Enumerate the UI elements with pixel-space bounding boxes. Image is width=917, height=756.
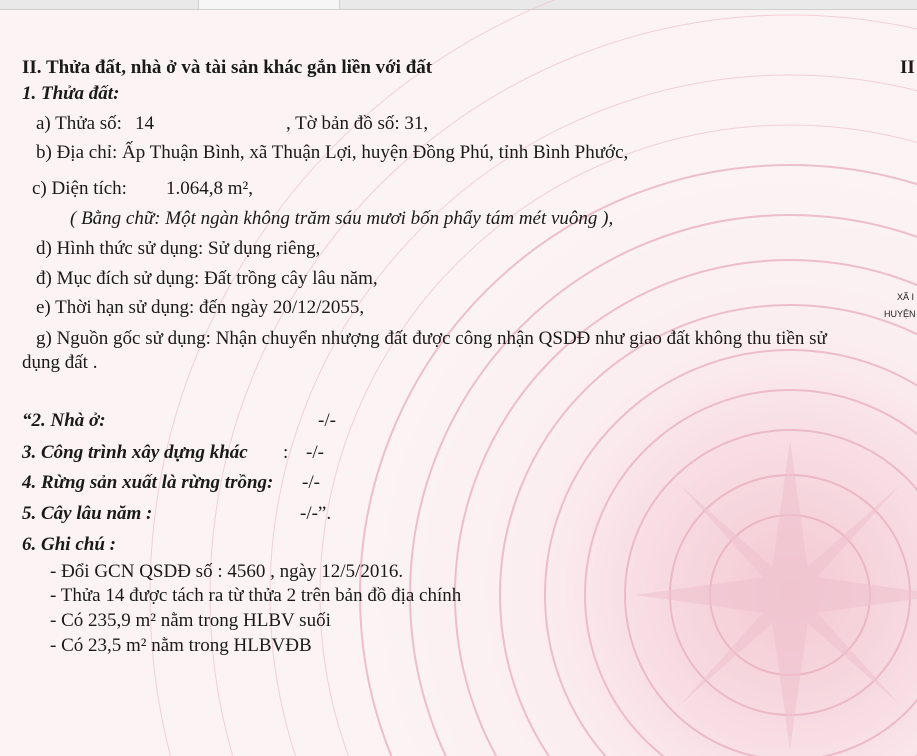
perennial-value: -/-”. xyxy=(300,503,332,524)
stamp-line-2: HUYỆN xyxy=(884,309,916,319)
house-label: “2. Nhà ở: xyxy=(22,410,106,431)
other-works-colon: : xyxy=(283,442,289,463)
section-title: II. Thửa đất, nhà ở và tài sản khác gắn liền với đất xyxy=(22,57,433,78)
origin-line-2: dụng đất . xyxy=(22,352,98,373)
usage-term: e) Thời hạn sử dụng: đến ngày 20/12/2055, xyxy=(36,297,365,318)
parcel-label: a) Thửa số: xyxy=(36,113,122,134)
house-value: -/- xyxy=(318,410,336,431)
note-item: - Có 235,9 m² nằm trong HLBV suối xyxy=(50,610,331,631)
notes-heading: 6. Ghi chú : xyxy=(22,534,116,555)
other-works-label: 3. Công trình xây dựng khác xyxy=(22,442,248,463)
parcel-number: 14 xyxy=(135,113,154,134)
land-heading: 1. Thửa đất: xyxy=(22,83,120,104)
usage-form: d) Hình thức sử dụng: Sử dụng riêng, xyxy=(36,238,321,259)
area-label: c) Diện tích: xyxy=(32,178,127,199)
map-sheet: , Tờ bản đồ số: 31, xyxy=(286,113,429,134)
note-item: - Có 23,5 m² nằm trong HLBVĐB xyxy=(50,635,312,656)
forest-value: -/- xyxy=(302,472,320,493)
section-edge-label: II xyxy=(900,57,915,78)
perennial-label: 5. Cây lâu năm : xyxy=(22,503,153,524)
usage-purpose: đ) Mục đích sử dụng: Đất trồng cây lâu năm, xyxy=(36,268,378,289)
origin-line-1: g) Nguồn gốc sử dụng: Nhận chuyển nhượng đất được công nhận QSDĐ như giao đất không thu tiền sử xyxy=(36,328,827,349)
address: b) Địa chỉ: Ấp Thuận Bình, xã Thuận Lợi, huyện Đồng Phú, tỉnh Bình Phước, xyxy=(36,142,629,163)
area-value: 1.064,8 m², xyxy=(166,178,253,199)
note-item: - Đổi GCN QSDĐ số : 4560 , ngày 12/5/2016. xyxy=(50,561,404,582)
note-item: - Thửa 14 được tách ra từ thửa 2 trên bản đồ địa chính xyxy=(50,585,462,606)
area-in-words: ( Bằng chữ: Một ngàn không trăm sáu mươi bốn phẩy tám mét vuông ), xyxy=(70,208,614,229)
other-works-value: -/- xyxy=(306,442,324,463)
forest-label: 4. Rừng sản xuất là rừng trồng: xyxy=(22,472,274,493)
stamp-line-1: XÃ I xyxy=(897,292,915,302)
